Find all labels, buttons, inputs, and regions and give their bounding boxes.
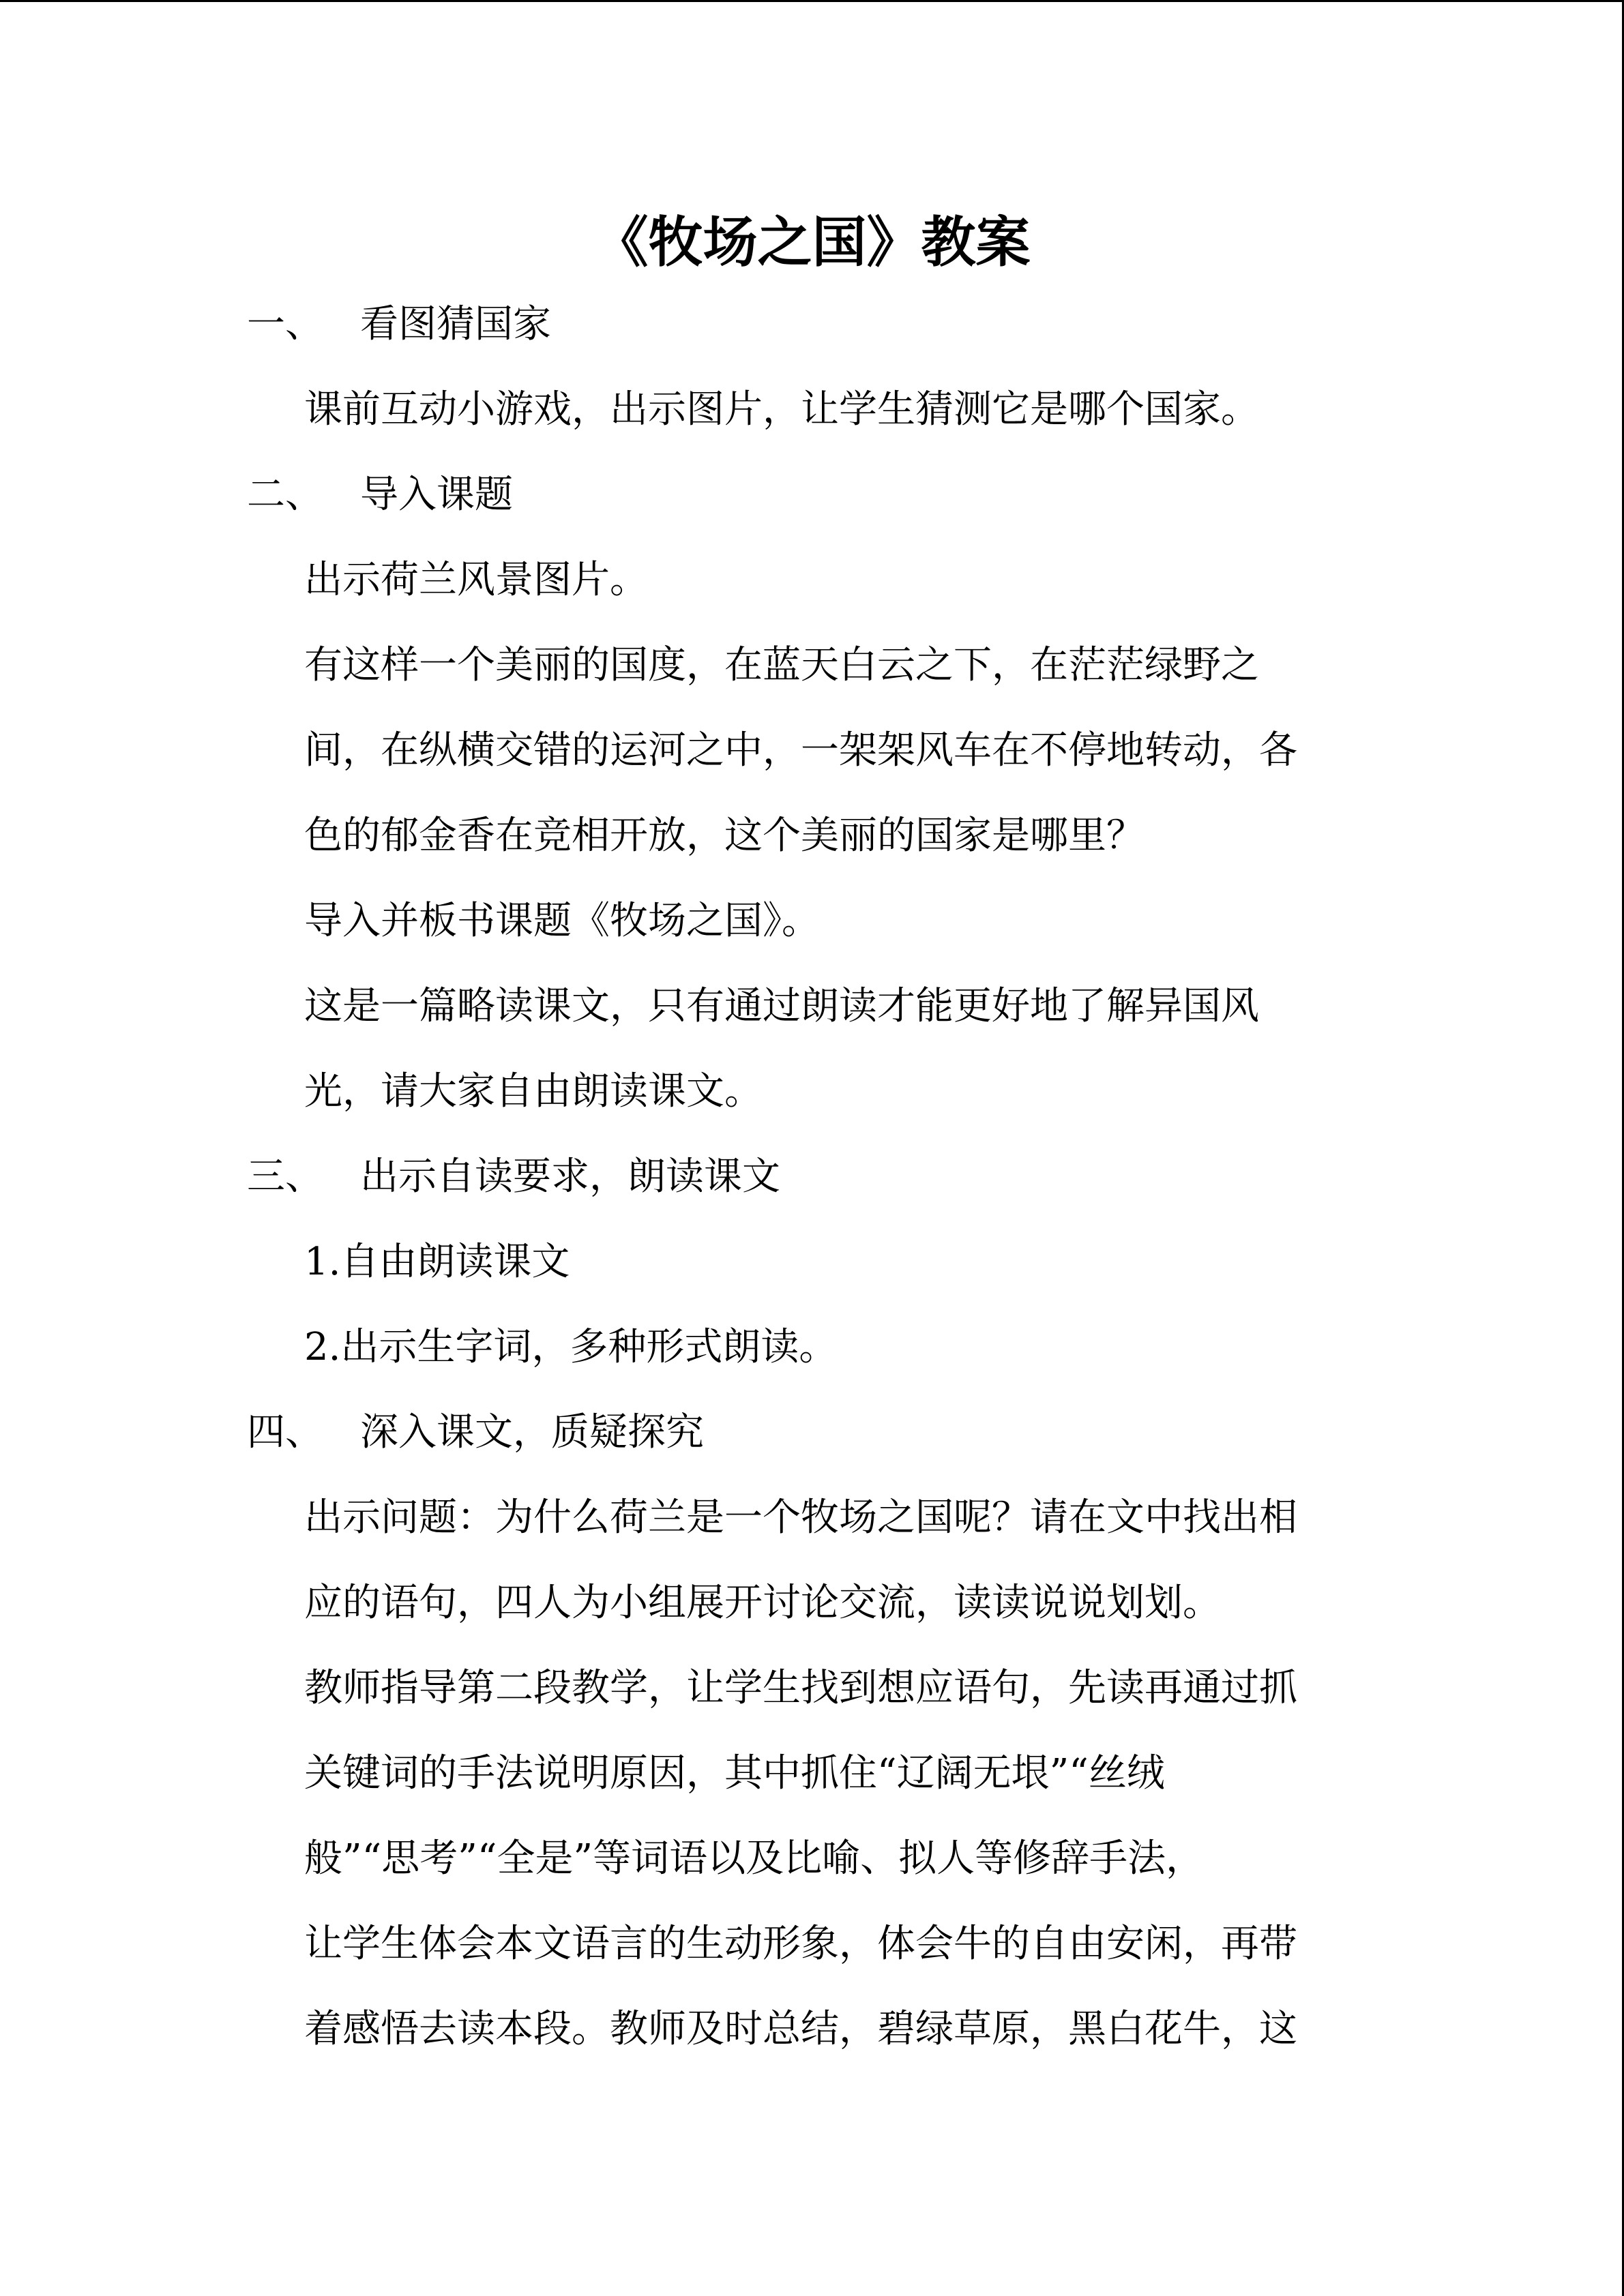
paragraph-line: 着感悟去读本段。教师及时总结，碧绿草原，黑白花牛，这 bbox=[304, 2007, 1297, 2051]
paragraph-line: 间，在纵横交错的运河之中，一架架风车在不停地转动，各 bbox=[304, 728, 1297, 773]
paragraph-line: 出示问题：为什么荷兰是一个牧场之国呢？请在文中找出相 bbox=[304, 1495, 1297, 1540]
section-number: 三、 bbox=[247, 1154, 323, 1199]
paragraph-line: 般”“思考”“全是”等词语以及比喻、拟人等修辞手法， bbox=[304, 1836, 1205, 1881]
section-heading: 出示自读要求，朗读课文 bbox=[360, 1154, 780, 1199]
paragraph-line: 让学生体会本文语言的生动形象，体会牛的自由安闲，再带 bbox=[304, 1922, 1297, 1966]
paragraph-line: 色的郁金香在竞相开放，这个美丽的国家是哪里？ bbox=[304, 814, 1145, 858]
numbered-item: 1.自由朗读课文 bbox=[304, 1240, 570, 1284]
paragraph-line: 导入并板书课题《牧场之国》。 bbox=[304, 899, 820, 943]
document-title: 《牧场之国》教案 bbox=[593, 210, 1031, 274]
section-heading: 看图猜国家 bbox=[360, 302, 551, 346]
section-number: 一、 bbox=[247, 302, 323, 346]
section-heading: 深入课文，质疑探究 bbox=[360, 1410, 704, 1455]
paragraph-line: 应的语句，四人为小组展开讨论交流，读读说说划划。 bbox=[304, 1581, 1221, 1625]
paragraph-line: 这是一篇略读课文，只有通过朗读才能更好地了解异国风 bbox=[304, 984, 1259, 1028]
paragraph-line: 出示荷兰风景图片。 bbox=[304, 558, 648, 602]
paragraph-line: 关键词的手法说明原因，其中抓住“辽阔无垠”“丝绒 bbox=[304, 1751, 1165, 1795]
paragraph-line: 有这样一个美丽的国度，在蓝天白云之下，在茫茫绿野之 bbox=[304, 643, 1259, 687]
paragraph-line: 光，请大家自由朗读课文。 bbox=[304, 1069, 763, 1114]
section-number: 四、 bbox=[247, 1410, 323, 1455]
page-border-top bbox=[0, 0, 1624, 2]
numbered-item: 2.出示生字词，多种形式朗读。 bbox=[304, 1325, 838, 1369]
section-number: 二、 bbox=[247, 473, 323, 517]
paragraph-line: 课前互动小游戏，出示图片，让学生猜测它是哪个国家。 bbox=[304, 387, 1259, 432]
paragraph-line: 教师指导第二段教学，让学生找到想应语句，先读再通过抓 bbox=[304, 1666, 1297, 1710]
section-heading: 导入课题 bbox=[360, 473, 513, 517]
